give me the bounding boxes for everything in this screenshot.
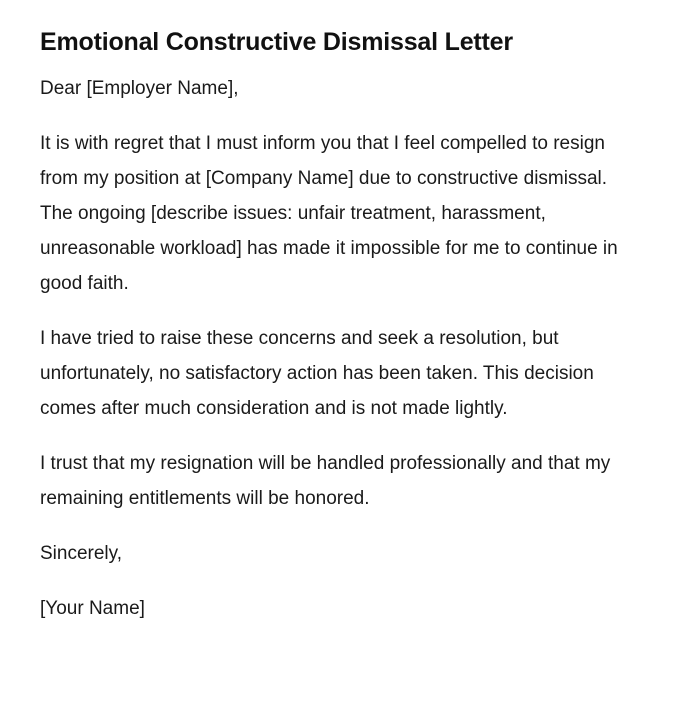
letter-paragraph-3: I trust that my resignation will be handled professionally and that my remaining entitlements will be honored. — [40, 453, 611, 509]
letter-title: Emotional Constructive Dismissal Letter — [40, 28, 513, 56]
letter-signature: [Your Name] — [40, 598, 145, 619]
letter-closing: Sincerely, — [40, 543, 123, 564]
letter-paragraph-1: It is with regret that I must inform you that I feel compelled to resign from my position at [Company Name] due to constructive dismissal. The ongoing [describe issues: unfair treatment, harassment, unreasonable workload] has made it impossible for me to continue in good faith. — [40, 133, 618, 294]
letter-paragraph-2: I have tried to raise these concerns and seek a resolution, but unfortunately, no satisfactory action has been taken. This decision comes after much consideration and is not made lightly. — [40, 328, 594, 419]
letter-greeting: Dear [Employer Name], — [40, 78, 239, 99]
